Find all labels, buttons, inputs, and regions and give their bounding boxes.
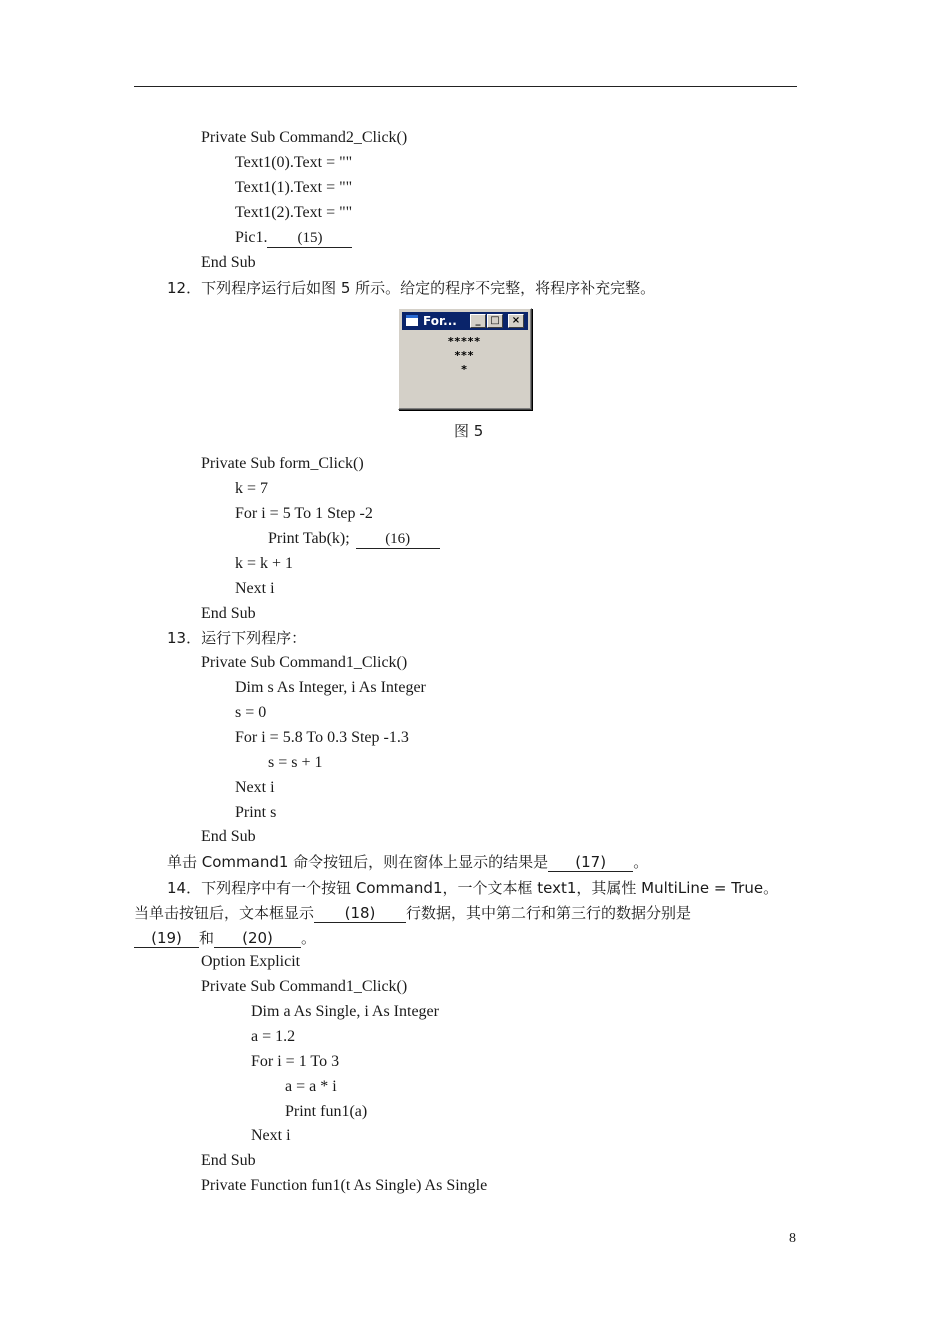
question-12-text: 12．下列程序运行后如图 5 所示。给定的程序不完整，将程序补充完整。 [167, 279, 656, 297]
output-line: * [460, 363, 468, 376]
window-titlebar [402, 312, 528, 330]
answer-blank-15: (15) [267, 230, 352, 248]
code-line: End Sub [201, 605, 256, 622]
code-line: Print s [235, 804, 277, 821]
line-text: 当单击按钮后，文本框显示 [134, 904, 315, 922]
question-14-line2 [134, 903, 691, 923]
code-line [235, 228, 352, 248]
code-line: Text1(2).Text = "" [235, 204, 353, 221]
maximize-icon: □ [487, 314, 503, 328]
line-text: 。 [301, 929, 317, 947]
code-line: For i = 5 To 1 Step -2 [235, 505, 373, 522]
code-line: End Sub [201, 254, 256, 271]
result-suffix: 。 [633, 853, 649, 871]
code-line: Private Sub Command2_Click() [201, 129, 408, 146]
code-line: Option Explicit [201, 953, 301, 970]
code-line: Print fun1(a) [285, 1103, 368, 1120]
figure-caption: 图 5 [454, 422, 484, 440]
code-line: For i = 5.8 To 0.3 Step -1.3 [235, 729, 409, 746]
code-line: Next i [235, 779, 275, 796]
question-14-line3 [134, 928, 316, 948]
code-line: k = k + 1 [235, 555, 294, 572]
code-line: s = 0 [235, 704, 267, 721]
line-text: 行数据，其中第二行和第三行的数据分别是 [406, 904, 692, 922]
close-icon: × [508, 314, 524, 328]
code-line: Text1(1).Text = "" [235, 179, 353, 196]
code-line: a = 1.2 [251, 1028, 296, 1045]
result-prefix: 单击 Command1 命令按钮后，则在窗体上显示的结果是 [167, 853, 549, 871]
code-line: For i = 1 To 3 [251, 1053, 340, 1070]
code-line: Next i [235, 580, 275, 597]
code-line: Dim a As Single, i As Integer [251, 1003, 439, 1020]
code-line: Dim s As Integer, i As Integer [235, 679, 426, 696]
code-line: End Sub [201, 1152, 256, 1169]
code-line: s = s + 1 [268, 754, 323, 771]
header-rule [134, 86, 797, 87]
window-title: For... [423, 314, 457, 328]
answer-blank-19: (19) [134, 930, 199, 948]
code-line [268, 529, 440, 549]
code-line: End Sub [201, 828, 256, 845]
code-line: Private Sub form_Click() [201, 455, 364, 472]
code-text: Print Tab(k); [268, 530, 350, 547]
answer-blank-20: (20) [214, 930, 301, 948]
code-line: Private Sub Command1_Click() [201, 978, 408, 995]
output-line: ***** [447, 335, 481, 348]
code-line: Private Function fun1(t As Single) As Single [201, 1177, 488, 1194]
code-line: Next i [251, 1127, 291, 1144]
form-icon [406, 315, 418, 326]
answer-blank-17: (17) [548, 854, 633, 872]
minimize-icon: _ [470, 314, 486, 328]
question-14-line1: 14．下列程序中有一个按钮 Command1，一个文本框 text1，其属性 MultiLine = True。 [167, 879, 779, 897]
code-line: a = a * i [285, 1078, 337, 1095]
code-line: Private Sub Command1_Click() [201, 654, 408, 671]
answer-blank-16: (16) [356, 531, 440, 549]
page-number: 8 [789, 1231, 796, 1246]
answer-blank-18: (18) [314, 905, 406, 923]
code-line: Text1(0).Text = "" [235, 154, 353, 171]
question-13-result [167, 852, 648, 872]
question-13-text: 13．运行下列程序： [167, 629, 307, 647]
code-text: Pic1. [235, 229, 268, 246]
code-line: k = 7 [235, 480, 269, 497]
output-line: *** [454, 349, 474, 362]
line-text: 和 [199, 929, 215, 947]
vb-form-window [398, 308, 532, 410]
